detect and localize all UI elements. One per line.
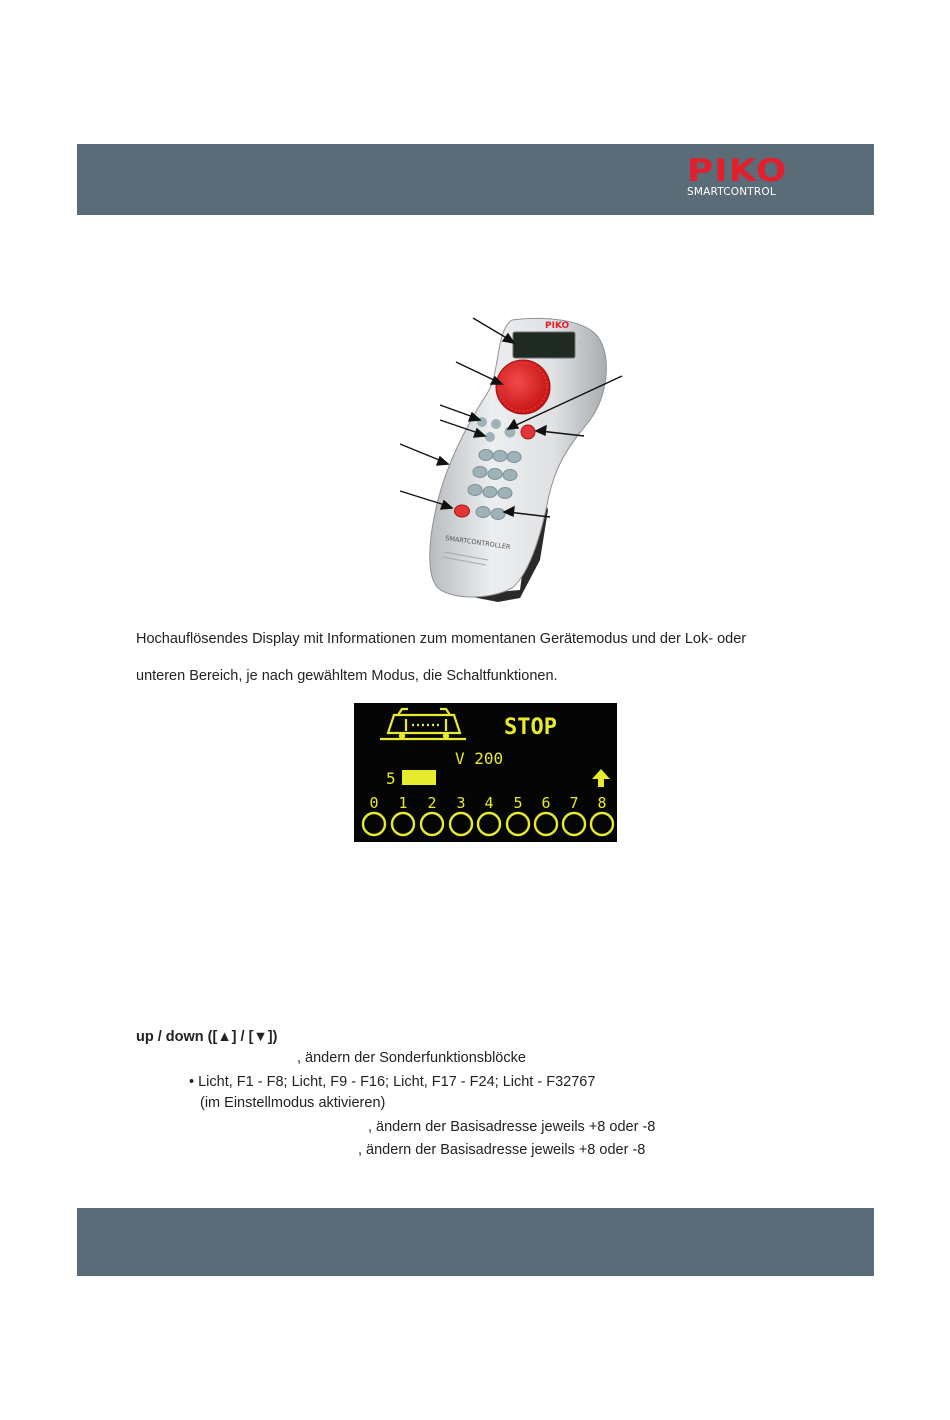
function-number: 1	[398, 794, 408, 812]
function-number: 0	[369, 794, 379, 812]
function-circle	[535, 813, 557, 835]
function-circle	[363, 813, 385, 835]
keys-line-3: , ändern der Basisadresse jeweils +8 oder -8	[358, 1142, 646, 1158]
arrow-up-icon	[592, 769, 610, 787]
function-number: 7	[569, 794, 579, 812]
header-band	[77, 144, 874, 215]
function-circle	[450, 813, 472, 835]
function-circle	[392, 813, 414, 835]
keys-bullet-note: (im Einstellmodus aktivieren)	[200, 1095, 386, 1111]
locomotive-icon	[380, 709, 466, 739]
function-circle	[421, 813, 443, 835]
keys-heading: up / down ([▲] / [▼])	[136, 1029, 278, 1045]
piko-smartcontrol-logo	[687, 153, 797, 198]
function-number: 6	[541, 794, 551, 812]
display-speed-step: 5	[386, 769, 396, 788]
function-number: 5	[513, 794, 523, 812]
intro-line-2: unteren Bereich, je nach gewähltem Modus, die Schaltfunktionen.	[136, 668, 558, 684]
function-number: 8	[597, 794, 607, 812]
function-circle	[507, 813, 529, 835]
function-number: 3	[456, 794, 466, 812]
function-circle	[591, 813, 613, 835]
speed-knob	[496, 360, 550, 414]
keys-line-2: , ändern der Basisadresse jeweils +8 oder -8	[368, 1119, 656, 1135]
display-status: STOP	[504, 715, 557, 740]
controller-screen	[513, 332, 575, 358]
function-number-row	[369, 794, 606, 812]
logo-sub-text: SMARTCONTROL	[687, 186, 776, 198]
display-screenshot	[354, 703, 617, 842]
keys-bullet: • Licht, F1 - F8; Licht, F9 - F16; Licht, F17 - F24; Licht - F32767	[189, 1074, 596, 1090]
display-loco-name: V 200	[455, 749, 504, 768]
function-circle	[478, 813, 500, 835]
function-number: 2	[427, 794, 437, 812]
footer-band	[77, 1208, 874, 1276]
function-circle-row	[363, 813, 613, 835]
intro-line-1: Hochauflösendes Display mit Informationen zum momentanen Gerätemodus und der Lok- oder	[136, 631, 747, 647]
function-number: 4	[484, 794, 494, 812]
controller-label: SMARTCONTROLLER	[444, 534, 512, 552]
controller-illustration	[395, 310, 630, 610]
controller-brand: PIKO	[545, 321, 570, 331]
logo-main-text: PIKO	[687, 153, 788, 189]
keys-line-1: , ändern der Sonderfunktionsblöcke	[297, 1050, 526, 1066]
display-speed-bar	[402, 770, 436, 785]
function-circle	[563, 813, 585, 835]
